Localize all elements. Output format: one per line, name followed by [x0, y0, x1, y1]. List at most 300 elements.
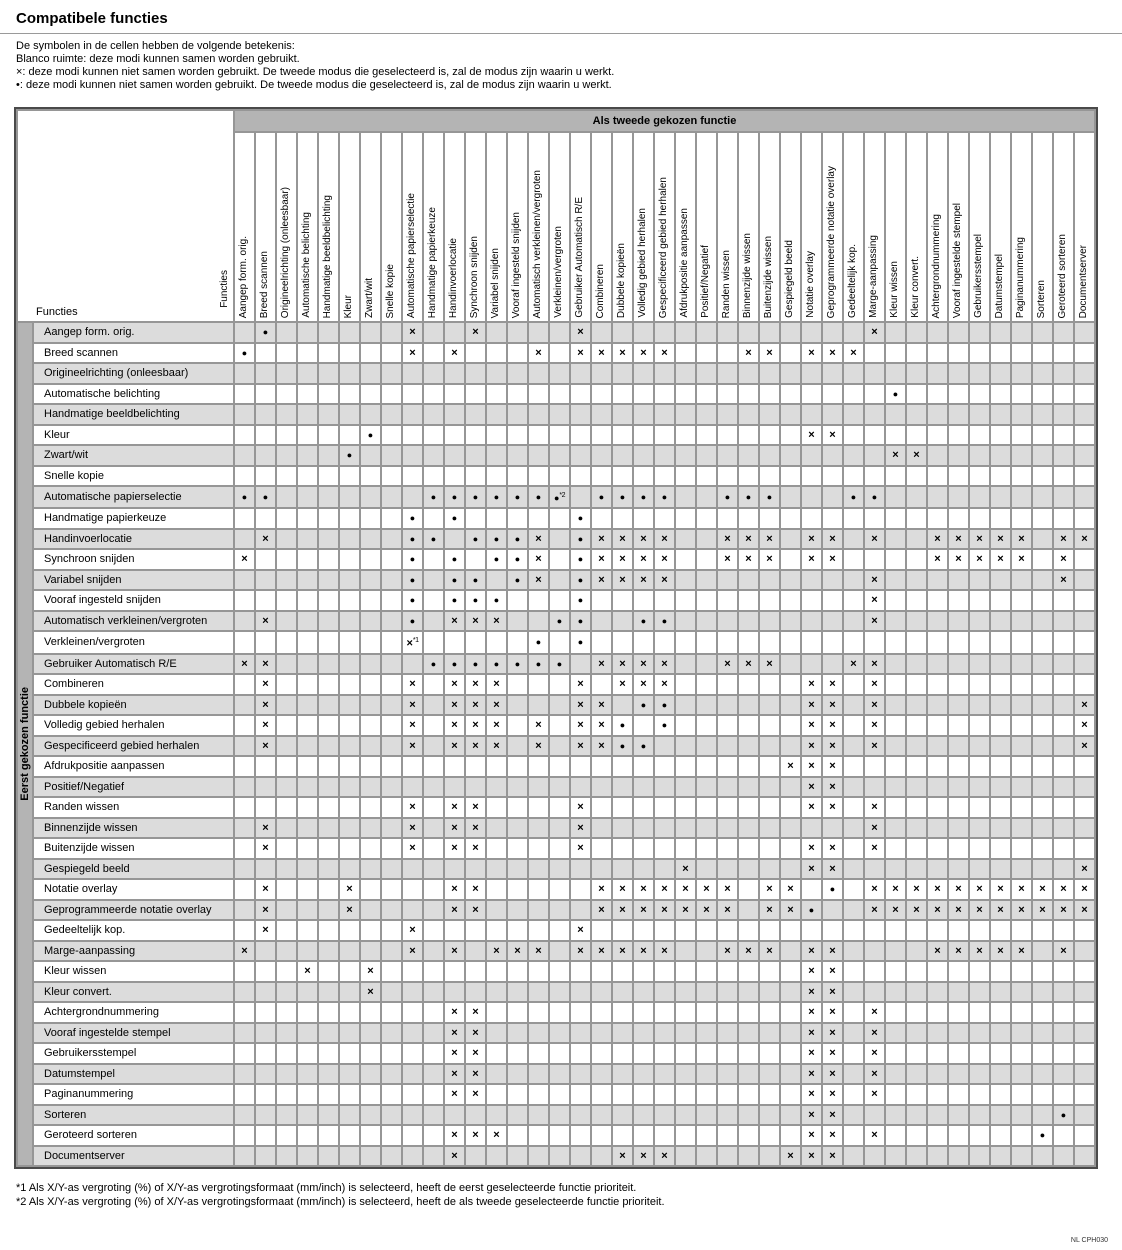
matrix-cell: [298, 839, 317, 858]
matrix-cell: ×: [445, 1044, 464, 1063]
matrix-cell: [739, 1024, 758, 1043]
matrix-cell: [760, 467, 779, 486]
matrix-cell: [1075, 612, 1094, 631]
matrix-cell: [361, 323, 380, 342]
matrix-cell: [928, 798, 947, 817]
matrix-cell: [949, 344, 968, 363]
matrix-cell: ×: [1075, 737, 1094, 756]
matrix-cell: [550, 839, 569, 858]
matrix-cell: ●: [256, 487, 275, 507]
matrix-cell: [697, 344, 716, 363]
matrix-cell: [550, 364, 569, 383]
matrix-cell: ×: [466, 696, 485, 715]
matrix-cell: [676, 716, 695, 735]
matrix-cell: [592, 757, 611, 776]
matrix-cell: [697, 983, 716, 1002]
matrix-cell: ×: [802, 983, 821, 1002]
matrix-cell: [340, 839, 359, 858]
matrix-cell: ×: [991, 530, 1010, 549]
matrix-cell: [823, 655, 842, 674]
matrix-cell: [970, 364, 989, 383]
matrix-cell: [760, 737, 779, 756]
matrix-cell: [907, 612, 926, 631]
matrix-cell: ×: [865, 591, 884, 610]
matrix-cell: [886, 983, 905, 1002]
column-header: [1033, 133, 1052, 321]
matrix-cell: [907, 778, 926, 797]
matrix-cell: [466, 446, 485, 465]
matrix-cell: [256, 509, 275, 528]
column-header: [298, 133, 317, 321]
matrix-cell: ●: [508, 571, 527, 590]
matrix-cell: [697, 487, 716, 507]
matrix-cell: [655, 757, 674, 776]
matrix-cell: [319, 1085, 338, 1104]
matrix-cell: [970, 446, 989, 465]
matrix-cell: [655, 632, 674, 653]
matrix-cell: [487, 1003, 506, 1022]
matrix-cell: [697, 655, 716, 674]
matrix-cell: [403, 983, 422, 1002]
matrix-cell: [844, 675, 863, 694]
matrix-cell: [508, 1126, 527, 1145]
matrix-cell: [781, 467, 800, 486]
matrix-cell: [571, 778, 590, 797]
legend-line-x-symbol: ×: deze modi kunnen niet samen worden gebruikt. De tweede modus die geselecteerd is, zal de modus zijn waarin u werkt.: [16, 66, 615, 78]
matrix-cell: [718, 983, 737, 1002]
matrix-cell: [361, 860, 380, 879]
matrix-cell: [949, 364, 968, 383]
matrix-cell: [340, 323, 359, 342]
matrix-cell: [697, 1147, 716, 1166]
row-label: Breed scannen: [34, 344, 233, 363]
matrix-row: [18, 675, 1094, 694]
matrix-cell: [823, 467, 842, 486]
matrix-cell: [634, 1044, 653, 1063]
matrix-cell: [739, 839, 758, 858]
matrix-cell: [928, 426, 947, 445]
matrix-cell: [340, 632, 359, 653]
matrix-cell: [487, 880, 506, 899]
matrix-cell: [361, 901, 380, 920]
matrix-cell: [235, 591, 254, 610]
matrix-cell: ×: [571, 798, 590, 817]
matrix-cell: ●: [718, 487, 737, 507]
matrix-cell: [634, 591, 653, 610]
row-label: Kleur convert.: [34, 983, 233, 1002]
matrix-cell: ×: [571, 716, 590, 735]
matrix-cell: ×: [487, 696, 506, 715]
row-label: Automatische papierselectie: [34, 487, 233, 507]
matrix-cell: [571, 1003, 590, 1022]
matrix-cell: [1075, 632, 1094, 653]
matrix-cell: [592, 612, 611, 631]
matrix-cell: [361, 571, 380, 590]
matrix-cell: ×: [571, 737, 590, 756]
matrix-diagonal-cell: [298, 385, 317, 404]
column-header-label: Automatisch verkleinen/vergroten: [531, 169, 543, 318]
title-divider: [0, 33, 1122, 34]
matrix-cell: ×: [655, 942, 674, 961]
matrix-cell: [1075, 798, 1094, 817]
matrix-cell: [739, 1003, 758, 1022]
footnotes: [16, 1182, 1106, 1209]
row-label: Vooraf ingestelde stempel: [34, 1024, 233, 1043]
matrix-cell: ×: [445, 819, 464, 838]
matrix-cell: [382, 880, 401, 899]
matrix-cell: [697, 364, 716, 383]
matrix-cell: [298, 860, 317, 879]
matrix-cell: ×: [802, 942, 821, 961]
matrix-cell: [634, 1065, 653, 1084]
matrix-cell: [235, 880, 254, 899]
column-header: [949, 133, 968, 321]
column-header: [718, 133, 737, 321]
column-header: [739, 133, 758, 321]
column-header-label: Marge-aanpassing: [867, 235, 879, 318]
matrix-cell: [361, 487, 380, 507]
matrix-cell: [592, 467, 611, 486]
matrix-cell: [550, 757, 569, 776]
matrix-cell: ●: [424, 487, 443, 507]
matrix-cell: [361, 716, 380, 735]
matrix-cell: [529, 880, 548, 899]
corner-label: Functies: [36, 306, 78, 318]
matrix-cell: [592, 591, 611, 610]
matrix-cell: [403, 757, 422, 776]
matrix-cell: ×: [1012, 901, 1031, 920]
matrix-cell: [382, 612, 401, 631]
matrix-cell: [676, 942, 695, 961]
matrix-cell: [697, 323, 716, 342]
column-header: [340, 133, 359, 321]
matrix-cell: [655, 364, 674, 383]
matrix-cell: [592, 323, 611, 342]
matrix-cell: [844, 530, 863, 549]
matrix-cell: [550, 1044, 569, 1063]
matrix-cell: [529, 405, 548, 424]
matrix-cell: [235, 839, 254, 858]
column-header-label: Origineelrichting (onleesbaar): [279, 186, 291, 318]
matrix-cell: ×: [802, 860, 821, 879]
row-label: Combineren: [34, 675, 233, 694]
matrix-cell: [907, 716, 926, 735]
matrix-cell: [970, 716, 989, 735]
matrix-cell: [319, 1024, 338, 1043]
matrix-cell: ×: [655, 571, 674, 590]
matrix-cell: [844, 696, 863, 715]
matrix-cell: [235, 901, 254, 920]
matrix-cell: ×: [739, 344, 758, 363]
matrix-cell: ×: [571, 819, 590, 838]
matrix-cell: [487, 323, 506, 342]
matrix-cell: [1054, 675, 1073, 694]
matrix-cell: [844, 1044, 863, 1063]
matrix-cell: ×: [466, 1085, 485, 1104]
matrix-cell: [340, 942, 359, 961]
matrix-cell: [277, 1003, 296, 1022]
matrix-diagonal-cell: [886, 962, 905, 981]
matrix-cell: [1033, 696, 1052, 715]
matrix-cell: [844, 757, 863, 776]
matrix-cell: [844, 983, 863, 1002]
row-label: Randen wissen: [34, 798, 233, 817]
matrix-cell: [949, 962, 968, 981]
matrix-cell: [550, 798, 569, 817]
row-label: Afdrukpositie aanpassen: [34, 757, 233, 776]
matrix-cell: [1075, 385, 1094, 404]
matrix-cell: ●$^{*2}$: [550, 487, 569, 507]
matrix-cell: [529, 901, 548, 920]
matrix-cell: [361, 1126, 380, 1145]
matrix-cell: [865, 1147, 884, 1166]
matrix-cell: [928, 364, 947, 383]
matrix-cell: [529, 839, 548, 858]
matrix-cell: [277, 426, 296, 445]
matrix-cell: [886, 364, 905, 383]
column-header-label: Snelle kopie: [384, 263, 396, 318]
matrix-row: [18, 1085, 1094, 1104]
matrix-cell: [949, 757, 968, 776]
matrix-cell: [697, 696, 716, 715]
matrix-cell: [991, 696, 1010, 715]
matrix-cell: [613, 798, 632, 817]
matrix-cell: ×: [445, 1126, 464, 1145]
matrix-cell: [718, 839, 737, 858]
matrix-cell: [361, 819, 380, 838]
matrix-cell: ×: [571, 696, 590, 715]
matrix-cell: [760, 921, 779, 940]
matrix-cell: [424, 819, 443, 838]
matrix-cell: [781, 632, 800, 653]
matrix-cell: [529, 1024, 548, 1043]
matrix-diagonal-cell: [277, 364, 296, 383]
matrix-cell: ●: [571, 612, 590, 631]
matrix-cell: [781, 426, 800, 445]
matrix-cell: ●: [823, 880, 842, 899]
matrix-cell: [1012, 426, 1031, 445]
matrix-cell: [319, 942, 338, 961]
matrix-cell: [886, 757, 905, 776]
matrix-cell: [991, 385, 1010, 404]
column-header-label: Synchroon snijden: [468, 235, 480, 318]
matrix-cell: ×: [655, 675, 674, 694]
matrix-cell: [697, 798, 716, 817]
matrix-cell: [634, 1126, 653, 1145]
matrix-row: [18, 487, 1094, 507]
matrix-cell: [970, 591, 989, 610]
matrix-cell: [676, 778, 695, 797]
matrix-cell: [1054, 612, 1073, 631]
matrix-cell: [487, 1044, 506, 1063]
matrix-cell: [550, 901, 569, 920]
matrix-cell: [382, 426, 401, 445]
matrix-cell: [655, 798, 674, 817]
matrix-cell: ×: [256, 612, 275, 631]
matrix-cell: [697, 942, 716, 961]
matrix-cell: [529, 467, 548, 486]
matrix-cell: [256, 571, 275, 590]
matrix-cell: [361, 921, 380, 940]
matrix-cell: [550, 426, 569, 445]
matrix-cell: ×: [487, 716, 506, 735]
matrix-cell: [844, 778, 863, 797]
matrix-cell: [655, 385, 674, 404]
matrix-cell: [781, 446, 800, 465]
column-header: [697, 133, 716, 321]
column-header: [970, 133, 989, 321]
matrix-cell: [907, 1126, 926, 1145]
matrix-cell: [382, 962, 401, 981]
matrix-row: [18, 1106, 1094, 1125]
matrix-cell: [760, 1024, 779, 1043]
column-header-label: Dubbele kopieën: [615, 242, 627, 318]
matrix-cell: [1075, 364, 1094, 383]
matrix-cell: [235, 757, 254, 776]
row-label: Zwart/wit: [34, 446, 233, 465]
matrix-cell: [760, 591, 779, 610]
matrix-cell: [298, 942, 317, 961]
legend-line-dot-symbol: •: deze modi kunnen niet samen worden gebruikt. De tweede modus die geselecteerd is, zal de modus zijn waarin u werkt.: [16, 79, 612, 91]
matrix-cell: [529, 591, 548, 610]
matrix-cell: [319, 487, 338, 507]
matrix-cell: [781, 550, 800, 569]
matrix-cell: [1012, 405, 1031, 424]
matrix-cell: [424, 962, 443, 981]
matrix-cell: ●: [529, 487, 548, 507]
matrix-cell: [1075, 655, 1094, 674]
matrix-cell: [844, 571, 863, 590]
matrix-cell: [319, 467, 338, 486]
matrix-cell: [487, 860, 506, 879]
matrix-cell: [718, 1065, 737, 1084]
matrix-cell: [592, 839, 611, 858]
matrix-cell: [823, 385, 842, 404]
matrix-cell: ×: [403, 921, 422, 940]
matrix-cell: [781, 716, 800, 735]
matrix-cell: [739, 1065, 758, 1084]
matrix-cell: [256, 1106, 275, 1125]
matrix-cell: [655, 1024, 674, 1043]
matrix-cell: [1075, 675, 1094, 694]
matrix-cell: [970, 487, 989, 507]
matrix-cell: [403, 1065, 422, 1084]
matrix-cell: [676, 819, 695, 838]
column-header: [1075, 133, 1094, 321]
matrix-cell: ×: [823, 716, 842, 735]
matrix-cell: [970, 962, 989, 981]
matrix-cell: [718, 1003, 737, 1022]
matrix-cell: [718, 323, 737, 342]
matrix-cell: [298, 778, 317, 797]
matrix-cell: ×: [466, 323, 485, 342]
matrix-cell: ×: [823, 1147, 842, 1166]
matrix-cell: [508, 839, 527, 858]
matrix-cell: [256, 1024, 275, 1043]
matrix-cell: [1033, 798, 1052, 817]
matrix-cell: [697, 737, 716, 756]
matrix-row: [18, 983, 1094, 1002]
matrix-cell: [865, 364, 884, 383]
matrix-cell: [1075, 426, 1094, 445]
matrix-cell: [697, 1024, 716, 1043]
matrix-cell: [277, 880, 296, 899]
matrix-cell: [949, 819, 968, 838]
column-header-label: Kleur wissen: [888, 261, 900, 318]
matrix-cell: [1054, 405, 1073, 424]
matrix-cell: ×: [802, 550, 821, 569]
matrix-diagonal-cell: [529, 612, 548, 631]
column-header-label: Vooraf ingestelde stempel: [951, 202, 963, 318]
matrix-cell: [424, 983, 443, 1002]
matrix-cell: [298, 716, 317, 735]
matrix-cell: ×: [739, 550, 758, 569]
matrix-cell: ×: [928, 942, 947, 961]
matrix-cell: ●: [571, 550, 590, 569]
matrix-cell: [844, 509, 863, 528]
matrix-cell: ×: [1012, 942, 1031, 961]
matrix-cell: ×: [949, 901, 968, 920]
matrix-cell: [844, 901, 863, 920]
matrix-cell: [718, 1024, 737, 1043]
matrix-cell: [1054, 655, 1073, 674]
matrix-cell: [319, 696, 338, 715]
matrix-cell: [760, 323, 779, 342]
matrix-cell: ×: [613, 1147, 632, 1166]
matrix-cell: [823, 591, 842, 610]
matrix-cell: ×: [844, 344, 863, 363]
matrix-cell: [235, 675, 254, 694]
matrix-cell: ×: [718, 880, 737, 899]
matrix-cell: [361, 550, 380, 569]
matrix-cell: [907, 487, 926, 507]
matrix-cell: ×: [592, 344, 611, 363]
matrix-cell: ×: [1033, 901, 1052, 920]
matrix-cell: [529, 675, 548, 694]
matrix-cell: [361, 1085, 380, 1104]
matrix-cell: ×: [466, 1065, 485, 1084]
matrix-cell: [634, 1085, 653, 1104]
matrix-cell: [907, 737, 926, 756]
matrix-diagonal-cell: [340, 426, 359, 445]
matrix-cell: [403, 1147, 422, 1166]
matrix-cell: ×: [823, 696, 842, 715]
matrix-cell: [886, 778, 905, 797]
matrix-cell: ×: [823, 962, 842, 981]
matrix-cell: [613, 446, 632, 465]
matrix-cell: [760, 1126, 779, 1145]
matrix-cell: [865, 467, 884, 486]
matrix-cell: [613, 612, 632, 631]
matrix-cell: ×: [865, 655, 884, 674]
matrix-cell: [970, 1003, 989, 1022]
matrix-cell: [886, 530, 905, 549]
matrix-cell: [718, 632, 737, 653]
matrix-cell: [508, 612, 527, 631]
matrix-cell: [487, 921, 506, 940]
matrix-cell: [949, 1147, 968, 1166]
matrix-cell: [886, 571, 905, 590]
column-header-label: Gedeeltelijk kop.: [846, 244, 858, 318]
matrix-cell: [487, 632, 506, 653]
matrix-diagonal-cell: [550, 632, 569, 653]
matrix-cell: [760, 819, 779, 838]
matrix-cell: [802, 467, 821, 486]
matrix-cell: [739, 921, 758, 940]
matrix-cell: [277, 1147, 296, 1166]
matrix-cell: [277, 798, 296, 817]
matrix-cell: ×: [802, 1085, 821, 1104]
